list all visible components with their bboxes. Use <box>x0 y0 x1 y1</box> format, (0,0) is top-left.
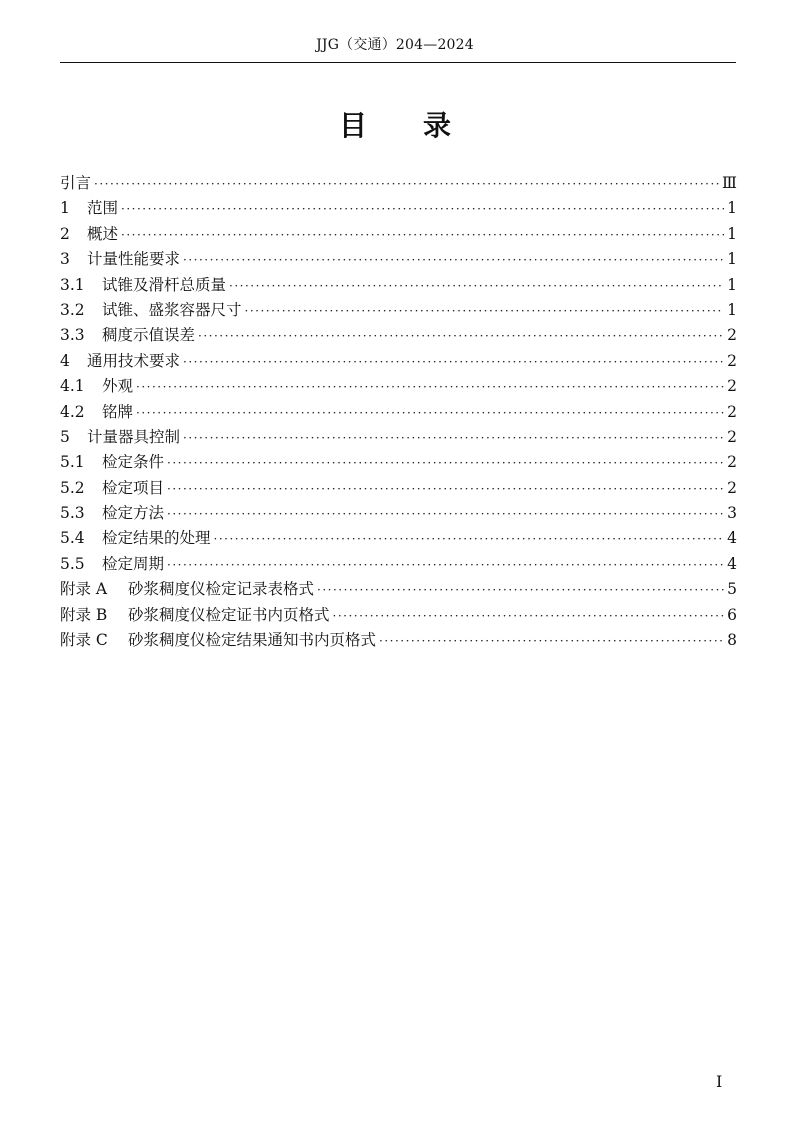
toc-entry-title: 概述 <box>87 224 119 243</box>
toc-section-number: 附录 C <box>60 631 108 650</box>
toc-page-number: 2 <box>727 402 737 421</box>
toc-entry-introduction[interactable] <box>60 171 737 196</box>
toc-section-number: 3.2 <box>60 300 85 319</box>
toc-entry-5-1[interactable] <box>60 450 737 475</box>
toc-page-number: 4 <box>727 554 737 573</box>
toc-dot-leader <box>229 274 724 299</box>
toc-page-number: 5 <box>727 580 737 599</box>
toc-entry-title: 检定方法 <box>102 504 165 523</box>
toc-page-number: 4 <box>727 529 737 548</box>
toc-entry-5[interactable] <box>60 425 737 450</box>
toc-page-number: 1 <box>727 199 737 218</box>
toc-entry-title: 铭牌 <box>102 402 134 421</box>
toc-page-number: 2 <box>727 427 737 446</box>
toc-dot-leader <box>183 426 724 451</box>
toc-page-number: 1 <box>727 300 737 319</box>
toc-section-number: 3.3 <box>60 326 85 345</box>
toc-section-number: 2 <box>60 224 70 243</box>
toc-section-number: 5.2 <box>60 478 85 497</box>
toc-entry-title: 引言 <box>60 174 92 192</box>
toc-entry-title: 检定条件 <box>102 453 165 472</box>
running-header: JJG（交通）204—2024 <box>316 37 474 53</box>
toc-section-number: 5.4 <box>60 529 85 548</box>
toc-page-number: 1 <box>727 250 737 269</box>
toc-entry-5-5[interactable] <box>60 552 737 577</box>
toc-section-number: 4 <box>60 351 70 370</box>
page-title: 目录 <box>338 109 507 142</box>
toc-entry-title: 外观 <box>102 377 134 396</box>
toc-section-number: 5.5 <box>60 554 85 573</box>
toc-page-number: 3 <box>727 504 737 523</box>
toc-dot-leader <box>167 477 724 502</box>
toc-entry-4-1[interactable] <box>60 374 737 399</box>
toc-entry-appendix-b[interactable] <box>60 603 737 628</box>
toc-entry-title: 范围 <box>87 199 119 218</box>
toc-entry-3[interactable] <box>60 247 737 272</box>
toc-entry-5-2[interactable] <box>60 476 737 501</box>
toc-section-number: 4.2 <box>60 402 85 421</box>
toc-entry-3-2[interactable] <box>60 298 737 323</box>
table-of-contents <box>60 171 737 653</box>
toc-dot-leader <box>379 629 724 654</box>
toc-entry-title: 砂浆稠度仪检定证书内页格式 <box>128 605 330 624</box>
toc-section-number: 附录 A <box>60 580 108 599</box>
toc-page-number: 1 <box>727 275 737 294</box>
toc-page-number: Ⅲ <box>722 174 737 192</box>
toc-entry-4-2[interactable] <box>60 400 737 425</box>
toc-page-number: 1 <box>727 224 737 243</box>
toc-dot-leader <box>167 451 724 476</box>
toc-entry-title: 检定项目 <box>102 478 165 497</box>
toc-entry-title: 试锥、盛浆容器尺寸 <box>102 300 242 319</box>
toc-entry-3-1[interactable] <box>60 273 737 298</box>
toc-entry-title: 砂浆稠度仪检定记录表格式 <box>128 580 315 599</box>
toc-entry-title: 砂浆稠度仪检定结果通知书内页格式 <box>128 631 377 650</box>
toc-dot-leader <box>183 248 724 273</box>
header-rule <box>60 62 736 63</box>
toc-page-number: 2 <box>727 453 737 472</box>
toc-dot-leader <box>245 299 724 324</box>
toc-entry-title: 通用技术要求 <box>87 351 181 370</box>
toc-page-number: 2 <box>727 326 737 345</box>
toc-section-number: 4.1 <box>60 377 85 396</box>
toc-section-number: 1 <box>60 199 70 218</box>
toc-entry-title: 检定周期 <box>102 554 165 573</box>
toc-dot-leader <box>121 223 724 248</box>
toc-entry-4[interactable] <box>60 349 737 374</box>
toc-page-number: 2 <box>727 351 737 370</box>
toc-dot-leader <box>136 375 724 400</box>
toc-dot-leader <box>136 401 724 426</box>
toc-dot-leader <box>198 324 724 349</box>
toc-dot-leader <box>183 350 724 375</box>
toc-dot-leader <box>167 502 724 527</box>
toc-page-number: 6 <box>727 605 737 624</box>
toc-dot-leader <box>317 578 724 603</box>
toc-page-number: 8 <box>727 631 737 650</box>
toc-section-number: 3 <box>60 250 70 269</box>
toc-section-number: 3.1 <box>60 275 85 294</box>
toc-section-number: 5.1 <box>60 453 85 472</box>
toc-entry-appendix-a[interactable] <box>60 577 737 602</box>
toc-entry-title: 稠度示值误差 <box>102 326 196 345</box>
toc-entry-title: 检定结果的处理 <box>102 529 211 548</box>
toc-page-number: 2 <box>727 377 737 396</box>
toc-entry-appendix-c[interactable] <box>60 628 737 653</box>
toc-entry-5-4[interactable] <box>60 526 737 551</box>
toc-entry-3-3[interactable] <box>60 323 737 348</box>
toc-entry-title: 计量性能要求 <box>87 250 181 269</box>
toc-entry-title: 计量器具控制 <box>87 427 181 446</box>
toc-section-number: 5.3 <box>60 504 85 523</box>
toc-dot-leader <box>333 604 724 629</box>
toc-entry-2[interactable] <box>60 222 737 247</box>
toc-section-number: 附录 B <box>60 605 108 624</box>
toc-dot-leader <box>121 197 724 222</box>
toc-entry-1[interactable] <box>60 196 737 221</box>
toc-dot-leader <box>214 527 724 552</box>
toc-entry-title: 试锥及滑杆总质量 <box>102 275 227 294</box>
toc-dot-leader <box>167 553 724 578</box>
toc-entry-5-3[interactable] <box>60 501 737 526</box>
toc-dot-leader <box>94 172 719 197</box>
page-folio: Ⅰ <box>716 1072 723 1091</box>
toc-page-number: 2 <box>727 478 737 497</box>
toc-section-number: 5 <box>60 427 70 446</box>
